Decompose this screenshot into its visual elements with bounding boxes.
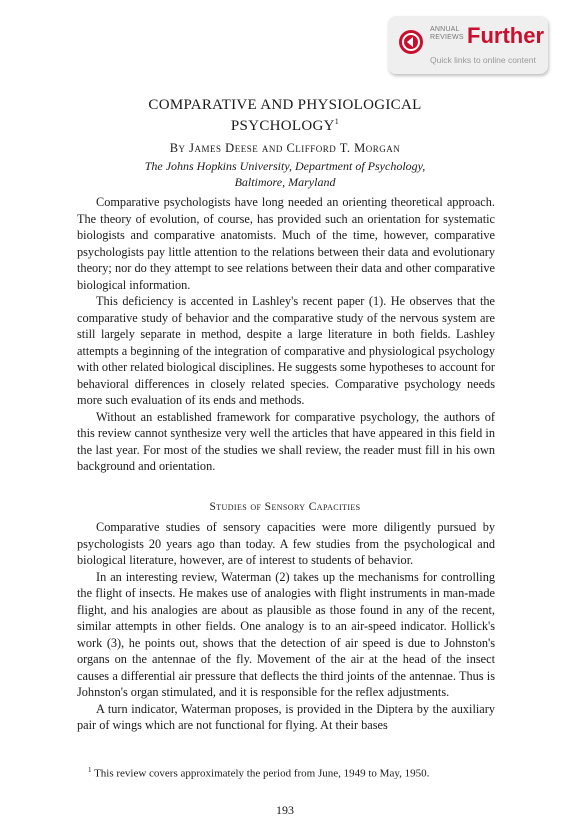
- footnote: [88, 763, 508, 781]
- title-footnote-mark: 1: [334, 117, 340, 126]
- section-text: [77, 519, 495, 734]
- paragraph: This deficiency is accented in Lashley's recent paper (1). He observes that the comparative study of behavior and the comparative study of the nervous system are still largely separate in method, despite a large literature in both fields. Lashley attempts a beginning of the integration of comparative and physiological psychology with other related biological disciplines. He suggests some hypotheses to account for behavioral differences in closely related species. Comparative psychology needs more such evaluation of its ends and methods.: [77, 294, 495, 407]
- further-banner[interactable]: [388, 16, 548, 74]
- article-title-line1: COMPARATIVE AND PHYSIOLOGICAL: [148, 97, 422, 113]
- page-number: 193: [276, 803, 294, 817]
- article-title-text: PSYCHOLOGY: [230, 118, 335, 134]
- paragraph: A turn indicator, Waterman proposes, is provided in the Diptera by the auxiliary pair of wings which are not functional for flying. At their bases: [77, 701, 495, 732]
- wordmark-annual: ANNUAL: [430, 26, 460, 33]
- article-title-line2: [0, 113, 570, 135]
- paragraph: In an interesting review, Waterman (2) takes up the mechanisms for controlling the flight of insects. He makes use of analogies with flight instruments in man-made flight, and his analogies are about as plausible as those found in any of the recent, similar attempts in other fields. One analogy is to an air-speed indicator. Hollick's work (3), he points out, shows that the detection of air speed is due to Johnston's organs on the antennae of the fly. Movement of the air at the head of the insect causes a differential air pressure that deflects the third joints of the antennae. Thus is Johnston's organ stimulated, and it is responsible for the reflex adjustments.: [77, 569, 495, 699]
- annual-reviews-wordmark: [430, 26, 464, 42]
- affiliation-line2: Baltimore, Maryland: [234, 175, 336, 189]
- paragraph: Without an established framework for comparative psychology, the authors of this review cannot synthesize very well the articles that have appeared in this field in the last year. For most of the studies we shall review, the reader must fill in his own background and orientation.: [77, 409, 495, 473]
- further-label: Further: [467, 23, 544, 48]
- affiliation-line1: The Johns Hopkins University, Department of Psychology,: [144, 159, 426, 173]
- section-heading: Studies of Sensory Capacities: [209, 501, 361, 513]
- footnote-text: This review covers approximately the period from June, 1949 to May, 1950.: [94, 767, 430, 780]
- paragraph: Comparative psychologists have long needed an orienting theoretical approach. The theory of evolution, of course, has provided such an orientation for systematic biologists and comparative anatomists. Much of the time, however, comparative psychologists pay little attention to the relations between their data and evolutionary theory; nor do they attempt to see relations between their data and other comparative biological information.: [77, 195, 495, 292]
- wordmark-reviews: REVIEWS: [430, 34, 464, 41]
- footnote-mark: 1: [88, 766, 92, 774]
- byline: By James Deese and Clifford T. Morgan: [169, 141, 401, 155]
- intro-text: [77, 194, 495, 475]
- quick-links-text: Quick links to online content: [430, 55, 536, 65]
- annual-reviews-logo: [398, 29, 424, 55]
- paragraph: Comparative studies of sensory capacities were more diligently pursued by psychologists 20 years ago than today. A few studies from the psychological and biological literature, however, are of interest to students of behavior.: [77, 520, 495, 567]
